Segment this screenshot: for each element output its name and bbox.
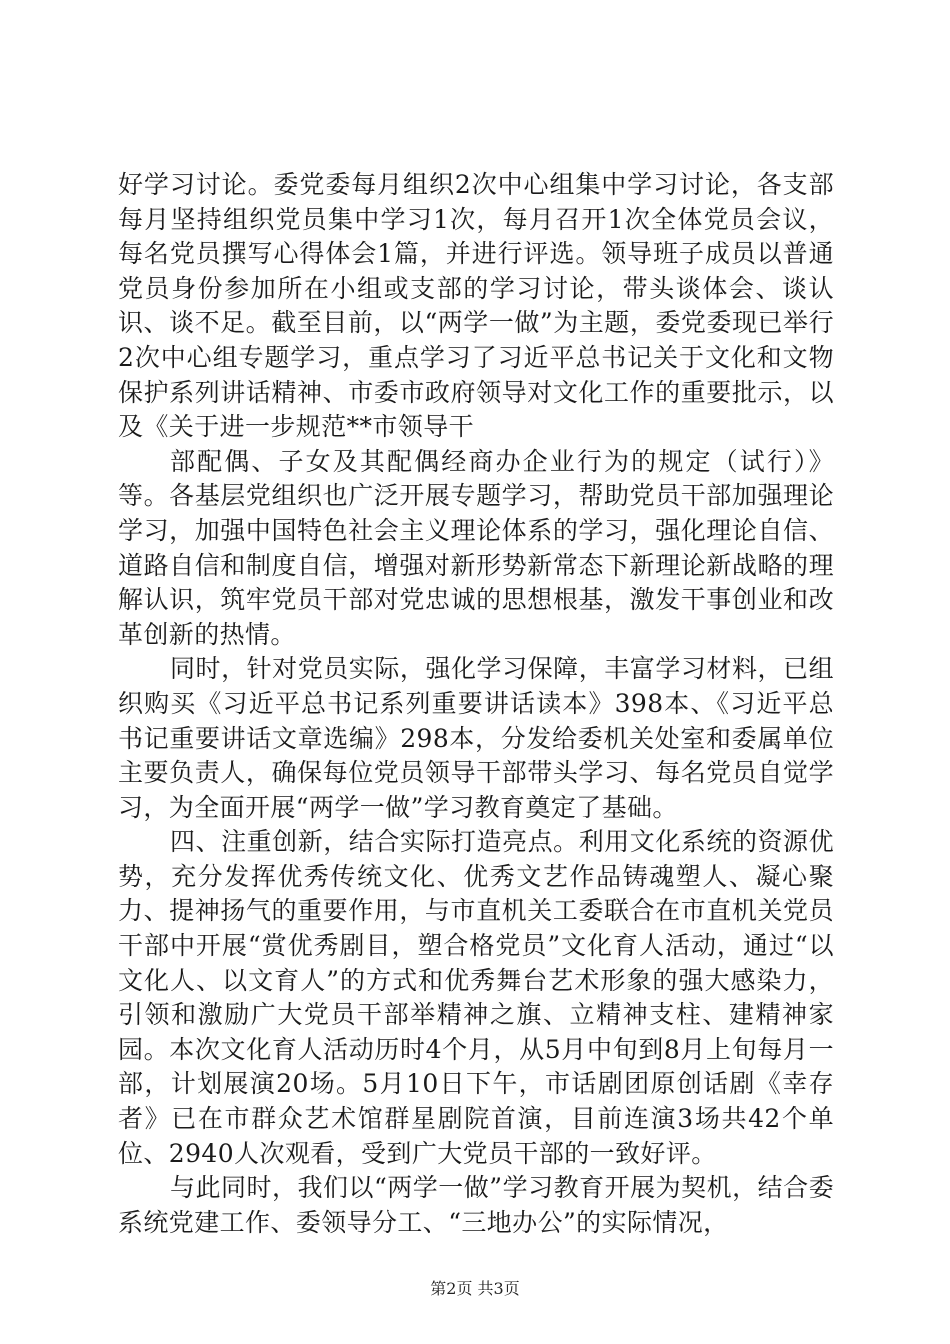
document-body (118, 168, 834, 1240)
paragraph-2: 部配偶、子女及其配偶经商办企业行为的规定（试行）》等。各基层党组织也广泛开展专题学习，帮助党员干部加强理论学习，加强中国特色社会主义理论体系的学习，强化理论自信、道路自信和制度自信，增强对新形势新常态下新理论新战略的理解认识，筑牢党员干部对党忠诚的思想根基，激发干事创业和改革创新的热情。 (118, 446, 834, 649)
paragraph-5: 与此同时，我们以“两学一做”学习教育开展为契机，结合委系统党建工作、委领导分工、“三地办公”的实际情况， (118, 1173, 834, 1237)
paragraph-1: 好学习讨论。委党委每月组织2次中心组集中学习讨论，各支部每月坚持组织党员集中学习1次，每月召开1次全体党员会议，每名党员撰写心得体会1篇，并进行评选。领导班子成员以普通党员身份参加所在小组或支部的学习讨论，带头谈体会、谈认识、谈不足。截至目前，以“两学一做”为主题，委党委现已举行2次中心组专题学习，重点学习了习近平总书记关于文化和文物保护系列讲话精神、市委市政府领导对文化工作的重要批示，以及《关于进一步规范**市领导干 (118, 170, 834, 442)
paragraph-3: 同时，针对党员实际，强化学习保障，丰富学习材料，已组织购买《习近平总书记系列重要讲话读本》398本、《习近平总书记重要讲话文章选编》298本，分发给委机关处室和委属单位主要负责人，确保每位党员领导干部带头学习、每名党员自觉学习，为全面开展“两学一做”学习教育奠定了基础。 (118, 654, 834, 822)
page-number-footer: 第2页 共3页 (430, 1279, 520, 1298)
paragraph-4: 四、注重创新，结合实际打造亮点。利用文化系统的资源优势，充分发挥优秀传统文化、优秀文艺作品铸魂塑人、凝心聚力、提神扬气的重要作用，与市直机关工委联合在市直机关党员干部中开展“赏优秀剧目，塑合格党员”文化育人活动，通过“以文化人、以文育人”的方式和优秀舞台艺术形象的强大感染力，引领和激励广大党员干部举精神之旗、立精神支柱、建精神家园。本次文化育人活动历时4个月，从5月中旬到8月上旬每月一部，计划展演20场。5月10日下午，市话剧团原创话剧《幸存者》已在市群众艺术馆群星剧院首演，目前连演3场共42个单位、2940人次观看，受到广大党员干部的一致好评。 (118, 827, 834, 1168)
